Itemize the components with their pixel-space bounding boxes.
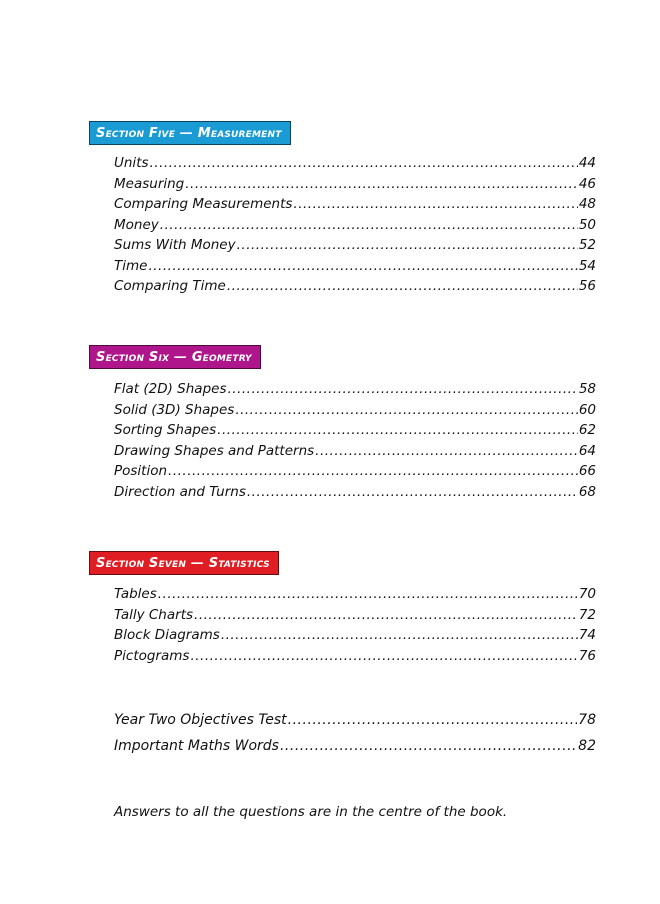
- toc-entry[interactable]: [114, 278, 596, 299]
- toc-entry-page: 76: [578, 647, 596, 664]
- toc-entry-page: 46: [578, 175, 596, 192]
- toc-entry-page: 72: [578, 606, 596, 623]
- toc-entry-page: 50: [578, 216, 596, 233]
- toc-list-statistics: [114, 586, 596, 668]
- footer-note: Answers to all the questions are in the centre of the book.: [114, 804, 508, 820]
- toc-entry-title: Direction and Turns: [114, 483, 246, 500]
- toc-entry[interactable]: [114, 402, 596, 423]
- toc-list-extras: [114, 712, 596, 764]
- section-header-measurement: Section Five — Measurement: [89, 121, 291, 145]
- toc-entry[interactable]: [114, 463, 596, 484]
- toc-entry-title: Comparing Measurements: [114, 196, 293, 212]
- toc-entry[interactable]: [114, 627, 596, 648]
- toc-entry-page: 82: [578, 738, 596, 754]
- toc-entry-title: Solid (3D) Shapes: [114, 401, 235, 418]
- toc-entry[interactable]: [114, 443, 596, 464]
- toc-entry[interactable]: [114, 176, 596, 197]
- toc-entry-page: 48: [578, 196, 596, 212]
- toc-entry-page: 66: [578, 463, 596, 479]
- toc-entry[interactable]: [114, 155, 596, 176]
- toc-list-geometry: [114, 381, 596, 504]
- toc-entry-title: Drawing Shapes and Patterns: [114, 442, 315, 459]
- toc-entry[interactable]: [114, 381, 596, 402]
- toc-entry[interactable]: [114, 607, 596, 628]
- toc-entry-page: 62: [578, 422, 596, 438]
- toc-entry-page: 68: [578, 483, 596, 500]
- toc-entry-title: Position: [114, 463, 168, 479]
- toc-entry-title: Sums With Money: [114, 237, 236, 253]
- toc-entry-page: 58: [578, 381, 596, 397]
- toc-entry[interactable]: [114, 484, 596, 505]
- toc-entry-title: Year Two Objectives Test: [114, 712, 287, 728]
- section-header-geometry: Section Six — Geometry: [89, 345, 261, 369]
- toc-entry-page: 70: [578, 586, 596, 602]
- toc-entry-page: 60: [578, 401, 596, 418]
- toc-list-measurement: [114, 155, 596, 299]
- toc-entry-page: 44: [578, 155, 596, 171]
- toc-entry[interactable]: [114, 586, 596, 607]
- toc-entry[interactable]: [114, 422, 596, 443]
- toc-entry-page: 56: [578, 278, 596, 294]
- toc-entry-title: Comparing Time: [114, 278, 226, 294]
- toc-entry-title: Sorting Shapes: [114, 422, 217, 438]
- toc-entry[interactable]: [114, 237, 596, 258]
- toc-entry-objectives-test[interactable]: [114, 712, 596, 738]
- toc-entry[interactable]: [114, 648, 596, 669]
- toc-entry-title: Units: [114, 155, 149, 171]
- toc-entry-title: Important Maths Words: [114, 738, 279, 754]
- toc-entry-page: 52: [578, 237, 596, 253]
- toc-entry-page: 78: [578, 712, 596, 728]
- toc-entry-maths-words[interactable]: [114, 738, 596, 764]
- toc-entry-page: 54: [578, 257, 596, 274]
- toc-entry[interactable]: [114, 217, 596, 238]
- toc-entry-title: Measuring: [114, 175, 185, 192]
- toc-entry-page: 64: [578, 442, 596, 459]
- toc-entry-title: Block Diagrams: [114, 627, 220, 643]
- toc-entry-title: Pictograms: [114, 647, 190, 664]
- toc-entry-title: Flat (2D) Shapes: [114, 381, 227, 397]
- toc-entry-title: Tally Charts: [114, 606, 194, 623]
- section-header-statistics: Section Seven — Statistics: [89, 551, 279, 575]
- toc-entry-title: Money: [114, 216, 159, 233]
- toc-entry-page: 74: [578, 627, 596, 643]
- toc-entry-title: Tables: [114, 586, 157, 602]
- toc-entry[interactable]: [114, 196, 596, 217]
- toc-entry-title: Time: [114, 257, 148, 274]
- toc-entry[interactable]: [114, 258, 596, 279]
